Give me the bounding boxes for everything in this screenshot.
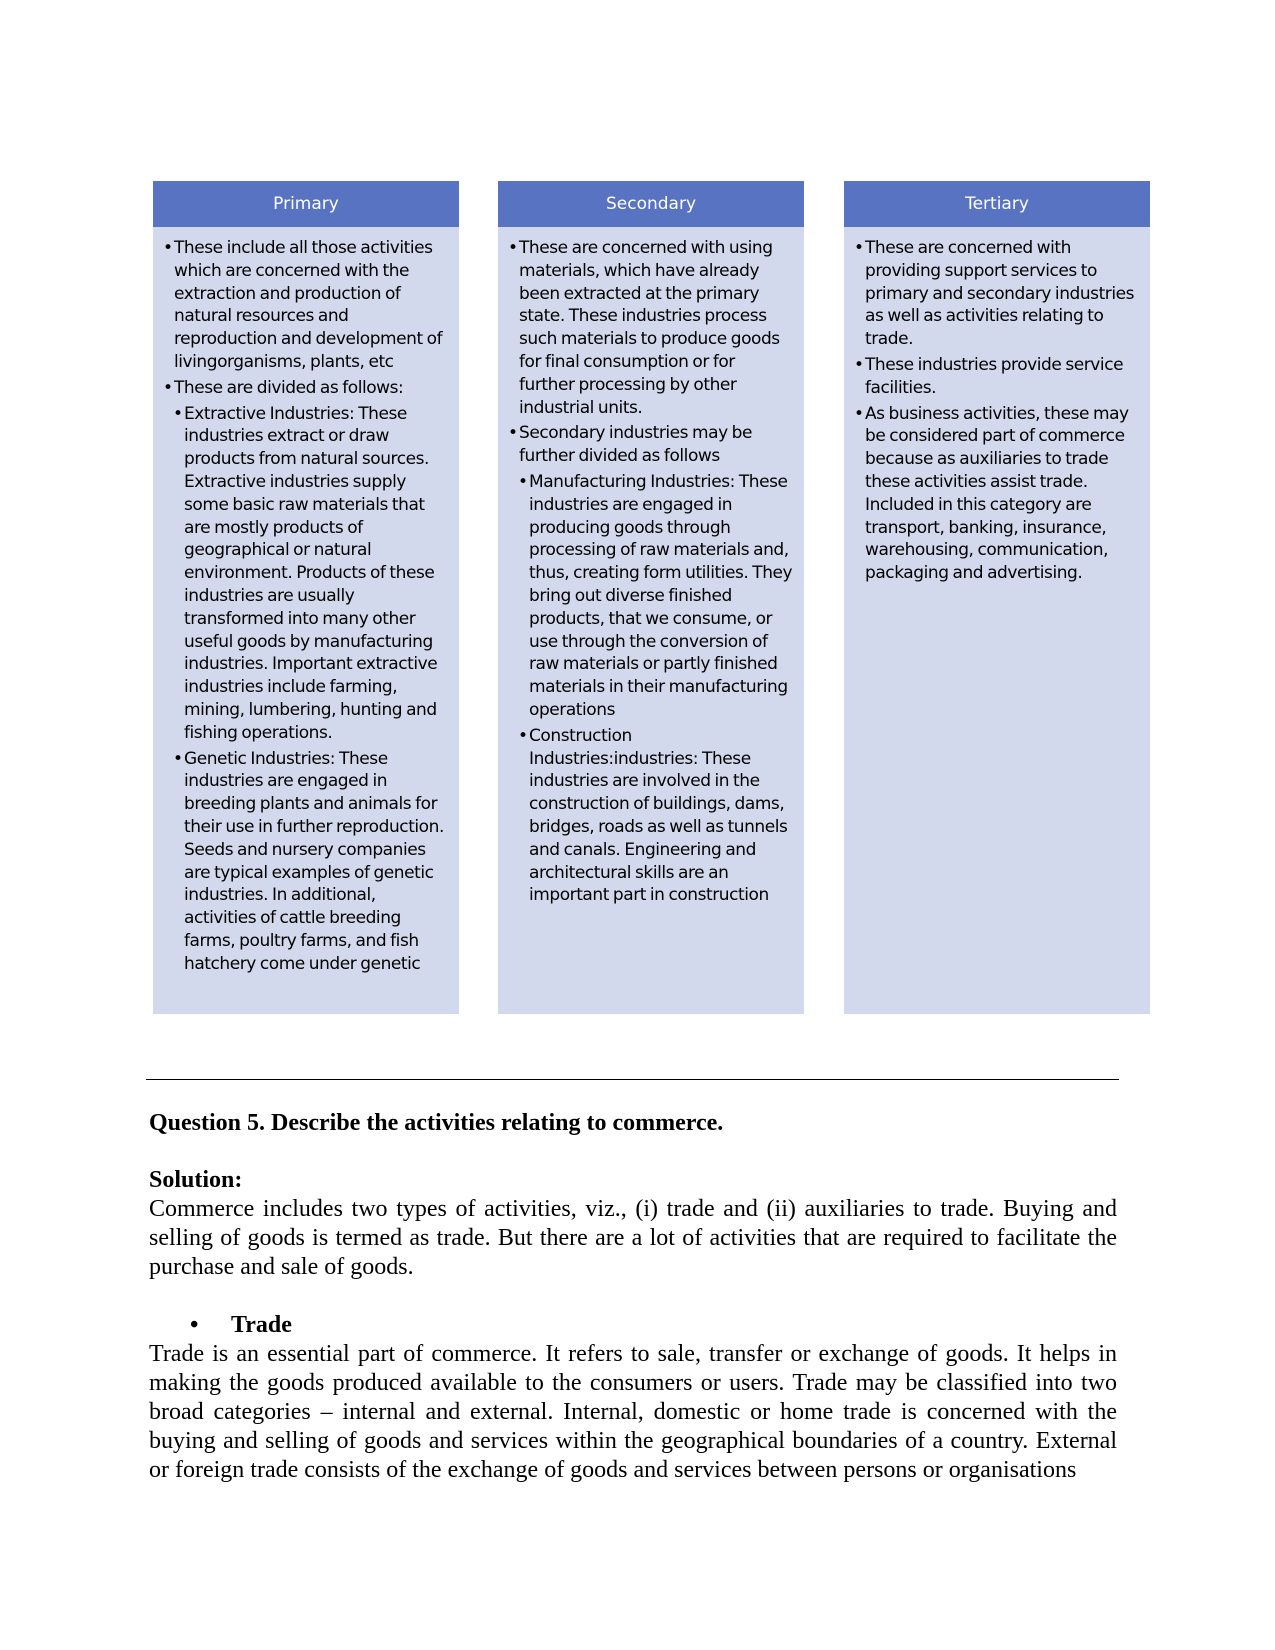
bullet-item: • These include all those activities which are concerned with the extraction and production of natural resources and reproduction and development of livingorganisms, plants, etc <box>163 237 449 374</box>
column-body <box>844 227 1150 585</box>
bullet-item: • Secondary industries may be further divided as follows <box>508 422 794 468</box>
sub-bullet-item: • Construction Industries:industries: These industries are involved in the construction of buildings, dams, bridges, roads as well as tunnels and canals. Engineering and architectural skills are an important part in construction <box>518 725 794 907</box>
horizontal-rule <box>146 1079 1119 1080</box>
column-primary <box>153 181 459 1014</box>
solution-label: Solution: <box>149 1167 243 1193</box>
column-body <box>498 227 804 907</box>
column-secondary <box>498 181 804 1014</box>
trade-heading: Trade <box>231 1312 292 1338</box>
sub-bullet-item: • Manufacturing Industries: These industries are engaged in producing goods through processing of raw materials and, thus, creating form utilities. They bring out diverse finished products, that we consume, or use through the conversion of raw materials or partly finished materials in their manufacturing operations <box>518 471 794 722</box>
bullet-item: • These industries provide service facilities. <box>854 354 1140 400</box>
solution-paragraph: Commerce includes two types of activities, viz., (i) trade and (ii) auxiliaries to trade. Buying and selling of goods is termed as trade. But there are a lot of activities that are required to facilitate the purchase and sale of goods. <box>149 1196 1117 1280</box>
column-tertiary <box>844 181 1150 1014</box>
bullet-icon: • <box>190 1312 199 1338</box>
sub-bullet-item: • Genetic Industries: These industries are engaged in breeding plants and animals for their use in further reproduction. Seeds and nursery companies are typical examples of genetic industries. In additional, activities of cattle breeding farms, poultry farms, and fish hatchery come under genetic <box>173 748 449 976</box>
column-body <box>153 227 459 976</box>
trade-paragraph: Trade is an essential part of commerce. It refers to sale, transfer or exchange of goods. It helps in making the goods produced available to the consumers or users. Trade may be classified into two broad categories – internal and external. Internal, domestic or home trade is concerned with the buying and selling of goods and services within the geographical boundaries of a country. External or foreign trade consists of the exchange of goods and services between persons or organisations <box>149 1341 1117 1483</box>
question-heading: Question 5. Describe the activities relating to commerce. <box>149 1110 724 1136</box>
trade-bullet-heading <box>190 1311 1158 1340</box>
column-heading: Primary <box>153 181 459 227</box>
column-heading: Secondary <box>498 181 804 227</box>
bullet-item: • As business activities, these may be considered part of commerce because as auxiliaries to trade these activities assist trade. Included in this category are transport, banking, insurance, warehousing, communication, packaging and advertising. <box>854 403 1140 585</box>
column-heading: Tertiary <box>844 181 1150 227</box>
bullet-item: • These are divided as follows: <box>163 377 449 400</box>
bullet-item: • These are concerned with using materials, which have already been extracted at the primary state. These industries process such materials to produce goods for final consumption or for further processing by other industrial units. <box>508 237 794 419</box>
bullet-item: • These are concerned with providing support services to primary and secondary industries as well as activities relating to trade. <box>854 237 1140 351</box>
sub-bullet-item: • Extractive Industries: These industries extract or draw products from natural sources. Extractive industries supply some basic raw materials that are mostly products of geographical or natural environment. Products of these industries are usually transformed into many other useful goods by manufacturing industries. Important extractive industries include farming, mining, lumbering, hunting and fishing operations. <box>173 403 449 745</box>
